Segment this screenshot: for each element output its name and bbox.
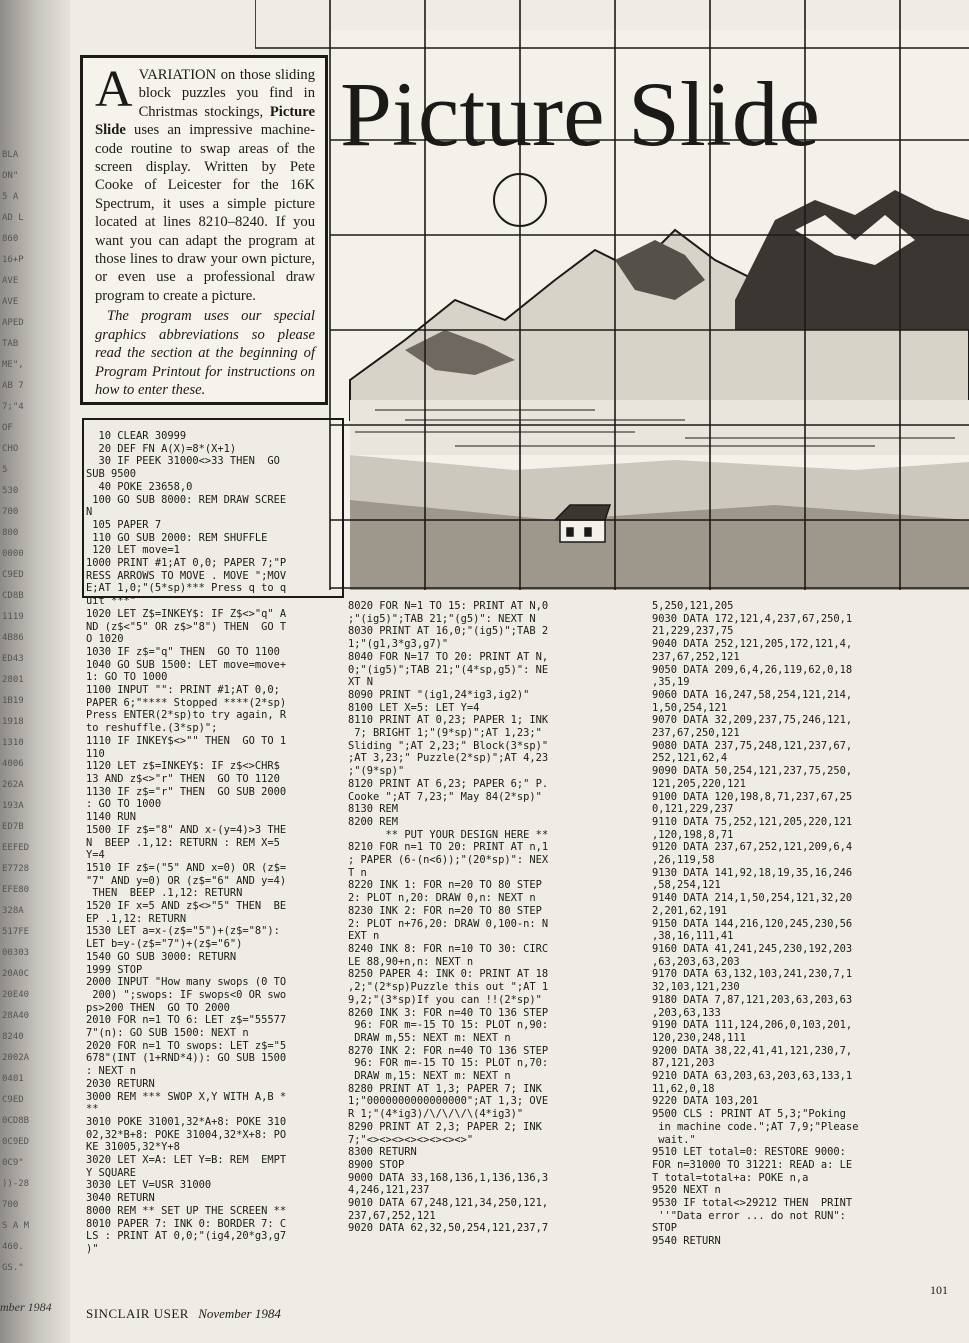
- gutter-line: E7728: [2, 864, 30, 874]
- gutter-line: EEFED: [2, 843, 30, 853]
- intro-program-name: Picture Slide: [95, 103, 315, 139]
- listing-column-2: 8020 FOR N=1 TO 15: PRINT AT N,0 ;"(ig5)";TAB 21;"(g5)": NEXT N 8030 PRINT AT 16,0;"(ig5)";TAB 2 1;"(g1,3*g3,g7)" 8040 FOR N=17 TO 20: PRINT AT N, 0;"(ig5)";TAB 21;"(4*sp,g5)": NE XT N 8090 PRINT "(ig1,24*ig3,ig2)" 8100 LET X=5: LET Y=4 8110 PRINT AT 0,23; PAPER 1; INK 7; BRIGHT 1;"(9*sp)";AT 1,23;" Sliding ";AT 2,23;" Block(3*sp)" ;AT 3,23;" Puzzle(2*sp)";AT 4,23 ;"(9*sp)" 8120 PRINT AT 6,23; PAPER 6;" P. Cooke ";AT 7,23;" May 84(2*sp)" 8130 REM 8200 REM ** PUT YOUR DESIGN HERE ** 8210 FOR n=1 TO 20: PRINT AT n,1 ; PAPER (6-(n<6));"(20*sp)": NEX T n 8220 INK 1: FOR n=20 TO 80 STEP 2: PLOT n,20: DRAW 0,n: NEXT n 8230 INK 2: FOR n=20 TO 80 STEP 2: PLOT n+76,20: DRAW 0,100-n: N EXT n 8240 INK 8: FOR n=10 TO 30: CIRC LE 88,90+n,n: NEXT n 8250 PAPER 4: INK 0: PRINT AT 18 ,2;"(2*sp)Puzzle this out ";AT 1 9,2;"(3*sp)If you can !!(2*sp)" 8260 INK 3: FOR n=40 TO 136 STEP 96: FOR m=-15 TO 15: PLOT n,90: DRAW m,55: NEXT m: NEXT n 8270 INK 2: FOR n=40 TO 136 STEP 96: FOR m=-15 TO 15: PLOT n,70: DRAW m,15: NEXT m: NEXT n 8280 PRINT AT 1,3; PAPER 7; INK 1;"0000000000000000";AT 1,3; OVE R 1;"(4*ig3)/\/\/\/\(4*ig3)" 8290 PRINT AT 2,3; PAPER 2; INK 7;"<><><><><><><><>" 8300 RETURN 8900 STOP 9000 DATA 33,168,136,1,136,136,3 4,246,121,237 9010 DATA 67,248,121,34,250,121, 237,67,252,121 9020 DATA 62,32,50,254,121,237,7: [348, 600, 549, 1235]
- listing-column-3: 5,250,121,205 9030 DATA 172,121,4,237,67,250,1 21,229,237,75 9040 DATA 252,121,205,172,121,4, 237,67,252,121 9050 DATA 209,6,4,26,119,62,0,18 ,35,19 9060 DATA 16,247,58,254,121,214, 1,50,254,121 9070 DATA 32,209,237,75,246,121, 237,67,250,121 9080 DATA 237,75,248,121,237,67, 252,121,62,4 9090 DATA 50,254,121,237,75,250, 121,205,220,121 9100 DATA 120,198,8,71,237,67,25 0,121,229,237 9110 DATA 75,252,121,205,220,121 ,120,198,8,71 9120 DATA 237,67,252,121,209,6,4 ,26,119,58 9130 DATA 141,92,18,19,35,16,246 ,58,254,121 9140 DATA 214,1,50,254,121,32,20 2,201,62,191 9150 DATA 144,216,120,245,230,56 ,38,16,111,41 9160 DATA 41,241,245,230,192,203 ,63,203,63,203 9170 DATA 63,132,103,241,230,7,1 32,103,121,230 9180 DATA 7,87,121,203,63,203,63 ,203,63,133 9190 DATA 111,124,206,0,103,201, 120,230,248,111 9200 DATA 38,22,41,41,121,230,7, 87,121,203 9210 DATA 63,203,63,203,63,133,1 11,62,0,18 9220 DATA 103,201 9500 CLS : PRINT AT 5,3;"Poking in machine code.";AT 7,9;"Please wait." 9510 LET total=0: RESTORE 9000: FOR n=31000 TO 31221: READ a: LE T total=total+a: POKE n,a 9520 NEXT n 9530 IF total<>29212 THEN PRINT ''"Data error ... do not RUN": STOP 9540 RETURN: [652, 600, 859, 1248]
- page-number: 101: [930, 1283, 948, 1297]
- gutter-line: 7;"4: [2, 402, 24, 412]
- intro-note: The program uses our special graphics abbreviations so please read the section at the beginning of Program Printout for instructions on how to enter these.: [95, 308, 315, 398]
- gutter-line: APED: [2, 318, 24, 328]
- gutter-line: 28A40: [2, 1011, 30, 1021]
- gutter-line: ON": [2, 171, 19, 181]
- gutter-line: 5: [2, 465, 8, 475]
- gutter-line: AB 7: [2, 381, 24, 391]
- intro-box: [80, 55, 328, 405]
- gutter-line: TAB: [2, 339, 19, 349]
- gutter-line: 20A0C: [2, 969, 30, 979]
- intro-text-1: VARIATION on those sliding block puzzles you find in Christmas stockings,: [138, 67, 315, 120]
- gutter-line: OF: [2, 423, 13, 433]
- gutter-line: 1918: [2, 717, 24, 727]
- gutter-line: 460.: [2, 1242, 24, 1252]
- gutter-line: 0CD8B: [2, 1116, 30, 1126]
- gutter-line: 0C9": [2, 1158, 24, 1168]
- gutter-line: 4006: [2, 759, 24, 769]
- gutter-line: CD8B: [2, 591, 24, 601]
- gutter-line: ED7B: [2, 822, 24, 832]
- gutter-line: 0000: [2, 549, 24, 559]
- gutter-line: 700: [2, 507, 19, 517]
- gutter-line: 8240: [2, 1032, 24, 1042]
- issue-date: November 1984: [198, 1306, 281, 1321]
- gutter-line: GS.": [2, 1263, 24, 1273]
- gutter-line: AVE: [2, 276, 19, 286]
- gutter-line: 20E40: [2, 990, 30, 1000]
- article-title: Picture Slide: [340, 63, 820, 165]
- gutter-line: 1119: [2, 612, 24, 622]
- publication-name: SINCLAIR USER: [86, 1306, 189, 1321]
- gutter-line: 700: [2, 1200, 19, 1210]
- gutter-line: 328A: [2, 906, 24, 916]
- gutter-line: 2002A: [2, 1053, 30, 1063]
- gutter-line: AD L: [2, 213, 24, 223]
- gutter-line: 517FE: [2, 927, 30, 937]
- gutter-line: ))-28: [2, 1179, 30, 1189]
- gutter-line: 5 A: [2, 192, 19, 202]
- listing-column-1: 10 CLEAR 30999 20 DEF FN A(X)=8*(X+1) 30 IF PEEK 31000<>33 THEN GO SUB 9500 40 POKE 23658,0 100 GO SUB 8000: REM DRAW SCREE N 105 PAPER 7 110 GO SUB 2000: REM SHUFFLE 120 LET move=1 1000 PRINT #1;AT 0,0; PAPER 7;"P RESS ARROWS TO MOVE . MOVE ";MOV E;AT 1,0;"(5*sp)*** Press q to q uit ***" 1020 LET Z$=INKEY$: IF Z$<>"q" A ND (z$<"5" OR z$>"8") THEN GO T O 1020 1030 IF z$="q" THEN GO TO 1100 1040 GO SUB 1500: LET move=move+ 1: GO TO 1000 1100 INPUT "": PRINT #1;AT 0,0; PAPER 6;"**** Stopped ****(2*sp) Press ENTER(2*sp)to try again, R to reshuffle.(3*sp)"; 1110 IF INKEY$<>"" THEN GO TO 1 110 1120 LET z$=INKEY$: IF z$<>CHR$ 13 AND z$<>"r" THEN GO TO 1120 1130 IF z$="r" THEN GO SUB 2000 : GO TO 1000 1140 RUN 1500 IF z$="8" AND x-(y=4)>3 THE N BEEP .1,12: RETURN : REM X=5 Y=4 1510 IF z$=("5" AND x=0) OR (z$= "7" AND y=0) OR (z$="6" AND y=4) THEN BEEP .1,12: RETURN 1520 IF x=5 AND z$<>"5" THEN BE EP .1,12: RETURN 1530 LET a=x-(z$="5")+(z$="8"): LET b=y-(z$="7")+(z$="6") 1540 GO SUB 3000: RETURN 1999 STOP 2000 INPUT "How many swops (0 TO 200) ";swops: IF swops<0 OR swo ps>200 THEN GO TO 2000 2010 FOR n=1 TO 6: LET z$="55577 7"(n): GO SUB 1500: NEXT n 2020 FOR n=1 TO swops: LET z$="5 678"(INT (1+RND*4)): GO SUB 1500 : NEXT n 2030 RETURN 3000 REM *** SWOP X,Y WITH A,B * ** 3010 POKE 31001,32*A+8: POKE 310 02,32*B+8: POKE 31004,32*X+8: PO KE 31005,32*Y+8 3020 LET X=A: LET Y=B: REM EMPT Y SQUARE 3030 LET V=USR 31000 3040 RETURN 8000 REM ** SET UP THE SCREEN ** 8010 PAPER 7: INK 0: BORDER 7: C LS : PRINT AT 0,0;"(ig4,20*g3,g7 )": [86, 430, 287, 1255]
- hero-illustration: [255, 0, 969, 590]
- sliding-puzzle-picture: [255, 0, 969, 590]
- gutter-line: BLA: [2, 150, 19, 160]
- gutter-footer-fragment: mber 1984: [0, 1300, 52, 1314]
- gutter-line: 00303: [2, 948, 30, 958]
- page-footer: [86, 1306, 281, 1322]
- gutter-line: 800: [2, 528, 19, 538]
- gutter-line: 530: [2, 486, 19, 496]
- gutter-line: EFE80: [2, 885, 30, 895]
- gutter-line: 1310: [2, 738, 24, 748]
- gutter-line: 4B86: [2, 633, 24, 643]
- gutter-line: 2801: [2, 675, 24, 685]
- drop-cap: A: [95, 61, 133, 118]
- gutter-line: S A M: [2, 1221, 30, 1231]
- intro-text-2: uses an impressive machine-code routine to swap areas of the screen display. Written by Pete Cooke of Leicester for the 16K Spectrum, it uses a simple picture located at lines 8210–8240. If you want you can adapt the program at those lines to draw your own picture, or even use a professional draw program to create a picture.: [95, 122, 315, 304]
- left-page-gutter: [0, 0, 70, 1343]
- gutter-line: CHO: [2, 444, 19, 454]
- gutter-line: 0401: [2, 1074, 24, 1084]
- gutter-line: 1B19: [2, 696, 24, 706]
- gutter-line: ME",: [2, 360, 24, 370]
- gutter-line: C9ED: [2, 1095, 24, 1105]
- gutter-line: 16+P: [2, 255, 24, 265]
- gutter-line: 262A: [2, 780, 24, 790]
- gutter-line: C9ED: [2, 570, 24, 580]
- gutter-line: 0C9ED: [2, 1137, 30, 1147]
- gutter-line: 860: [2, 234, 19, 244]
- gutter-line: 193A: [2, 801, 24, 811]
- gutter-line: AVE: [2, 297, 19, 307]
- gutter-line: ED43: [2, 654, 24, 664]
